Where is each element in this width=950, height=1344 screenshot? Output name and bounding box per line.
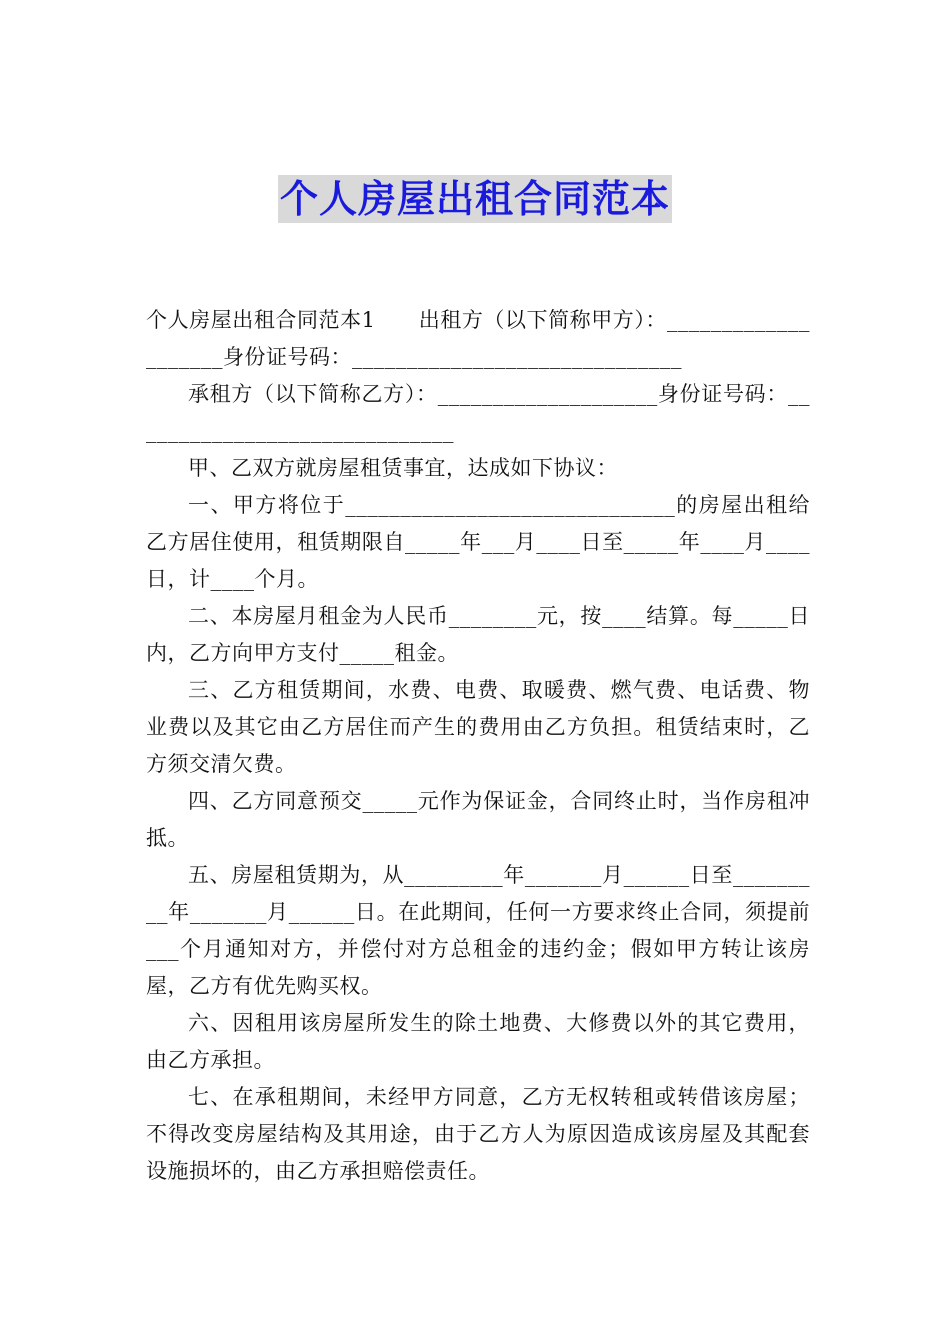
paragraph-lessee: 承租方（以下简称乙方）：____________________身份证号码：______________________________ xyxy=(146,382,810,443)
document-title: 个人房屋出租合同范本 xyxy=(279,177,670,221)
clause-3: 三、乙方租赁期间，水费、电费、取暖费、燃气费、电话费、物业费以及其它由乙方居住而产生的费用由乙方负担。租赁结束时，乙方须交清欠费。 xyxy=(146,678,810,776)
clause-2: 二、本房屋月租金为人民币________元，按____结算。每_____日内，乙方向甲方支付_____租金。 xyxy=(146,604,810,665)
paragraph-agreement: 甲、乙双方就房屋租赁事宜，达成如下协议： xyxy=(188,456,618,480)
clause-1: 一、甲方将位于______________________________的房屋出租给乙方居住使用，租赁期限自_____年___月____日至_____年____月____日，计____个月。 xyxy=(146,493,810,591)
title-container xyxy=(0,175,950,223)
paragraph-intro-lessor: 个人房屋出租合同范本1 出租方（以下简称甲方）：____________________身份证号码：______________________________ xyxy=(146,308,810,369)
clause-7: 七、在承租期间，未经甲方同意，乙方无权转租或转借该房屋；不得改变房屋结构及其用途，由于乙方人为原因造成该房屋及其配套设施损坏的，由乙方承担赔偿责任。 xyxy=(146,1085,810,1183)
clause-4: 四、乙方同意预交_____元作为保证金，合同终止时，当作房租冲抵。 xyxy=(146,789,810,850)
document-body xyxy=(146,302,810,1190)
clause-6: 六、因租用该房屋所发生的除土地费、大修费以外的其它费用，由乙方承担。 xyxy=(146,1011,810,1072)
clause-5: 五、房屋租赁期为，从_________年_______月______日至_________年_______月______日。在此期间，任何一方要求终止合同，须提前___个月通知对方，并偿付对方总租金的违约金；假如甲方转让该房屋，乙方有优先购买权。 xyxy=(146,863,810,998)
